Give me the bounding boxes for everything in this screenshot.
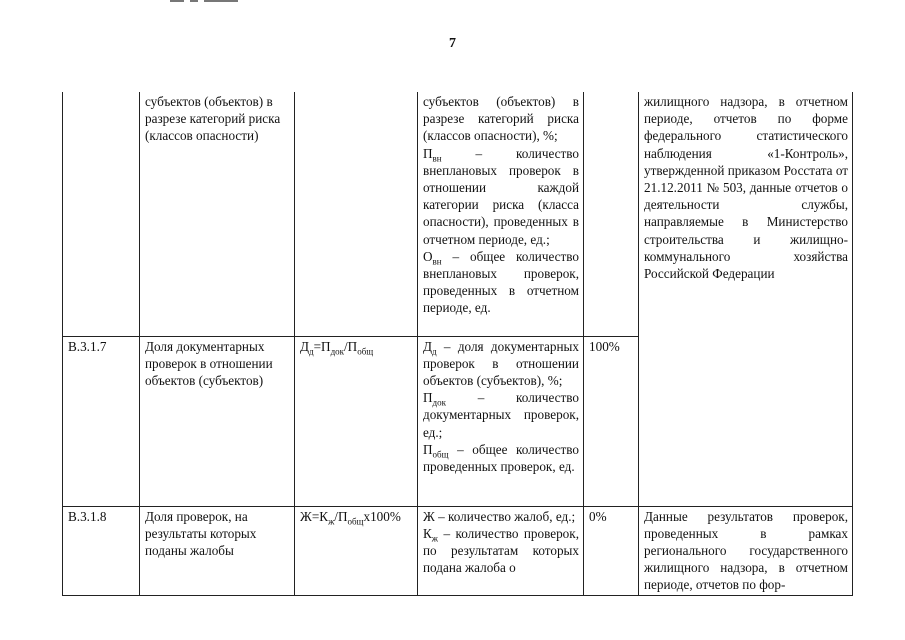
scan-artifact bbox=[170, 0, 250, 3]
row-description bbox=[418, 506, 584, 595]
page-number: 7 bbox=[449, 36, 456, 51]
description-line: Ж – количество жалоб, ед.; bbox=[423, 508, 576, 524]
data-source: Данные результатов проверок, проведенных в рамках регионального государственного жилищного надзора, в отчетном периоде, отчетов по фор- bbox=[639, 506, 853, 595]
row-indicator-name: субъектов (объектов) в разрезе категорий риска (классов опасности) bbox=[140, 92, 295, 336]
description-line: $Д_д$ – доля документарных проверок в отношении объектов (субъектов), %; bbox=[423, 338, 579, 388]
row-indicator-name: Доля проверок, на результаты которых поданы жалобы bbox=[140, 506, 295, 595]
row-description bbox=[418, 336, 584, 506]
table-row bbox=[63, 92, 853, 336]
row-code bbox=[63, 92, 140, 336]
data-source: жилищного надзора, в отчетном периоде, отчетов по форме федерального статистического наблюдения «1-Контроль», утвержденной приказом Росстата от 21.12.2011 № 503, данные отчетов о деятельности службы, направляемые в Министерство строительства и жилищно-коммунального хозяйства Российской Федерации bbox=[639, 92, 853, 506]
row-code: В.3.1.8 bbox=[63, 506, 140, 595]
description-line: субъектов (объектов) в разрезе категорий риска (классов опасности), %; bbox=[423, 94, 579, 144]
description-line: $К_ж$ – количество проверок, по результатам которых подана жалоба о bbox=[423, 525, 579, 576]
indicators-table bbox=[62, 92, 853, 596]
row-target-value: 100% bbox=[584, 336, 639, 506]
row-formula: $Д_д=П_{док}/П_{общ}$ bbox=[295, 336, 418, 506]
row-code: В.3.1.7 bbox=[63, 336, 140, 506]
row-formula: $Ж=К_ж/П_{общ}х100\%$ bbox=[295, 506, 418, 595]
row-indicator-name: Доля документарных проверок в отношении объектов (субъектов) bbox=[140, 336, 295, 506]
row-formula bbox=[295, 92, 418, 336]
description-line: $П_{вн}$ – количество внеплановых проверок в отношении каждой категории риска (класса опасности), проведенных в отчетном периоде, ед.; bbox=[423, 145, 579, 247]
table-row bbox=[63, 506, 853, 595]
row-description bbox=[418, 92, 584, 336]
row-target-value: 0% bbox=[584, 506, 639, 595]
row-target-value bbox=[584, 92, 639, 336]
description-line: $П_{общ}$ – общее количество проведенных проверок, ед. bbox=[423, 441, 579, 474]
description-line: $О_{вн}$ – общее количество внеплановых проверок, проведенных в отчетном периоде, ед. bbox=[423, 248, 579, 316]
description-line: $П_{док}$ – количество документарных проверок, ед.; bbox=[423, 390, 579, 440]
